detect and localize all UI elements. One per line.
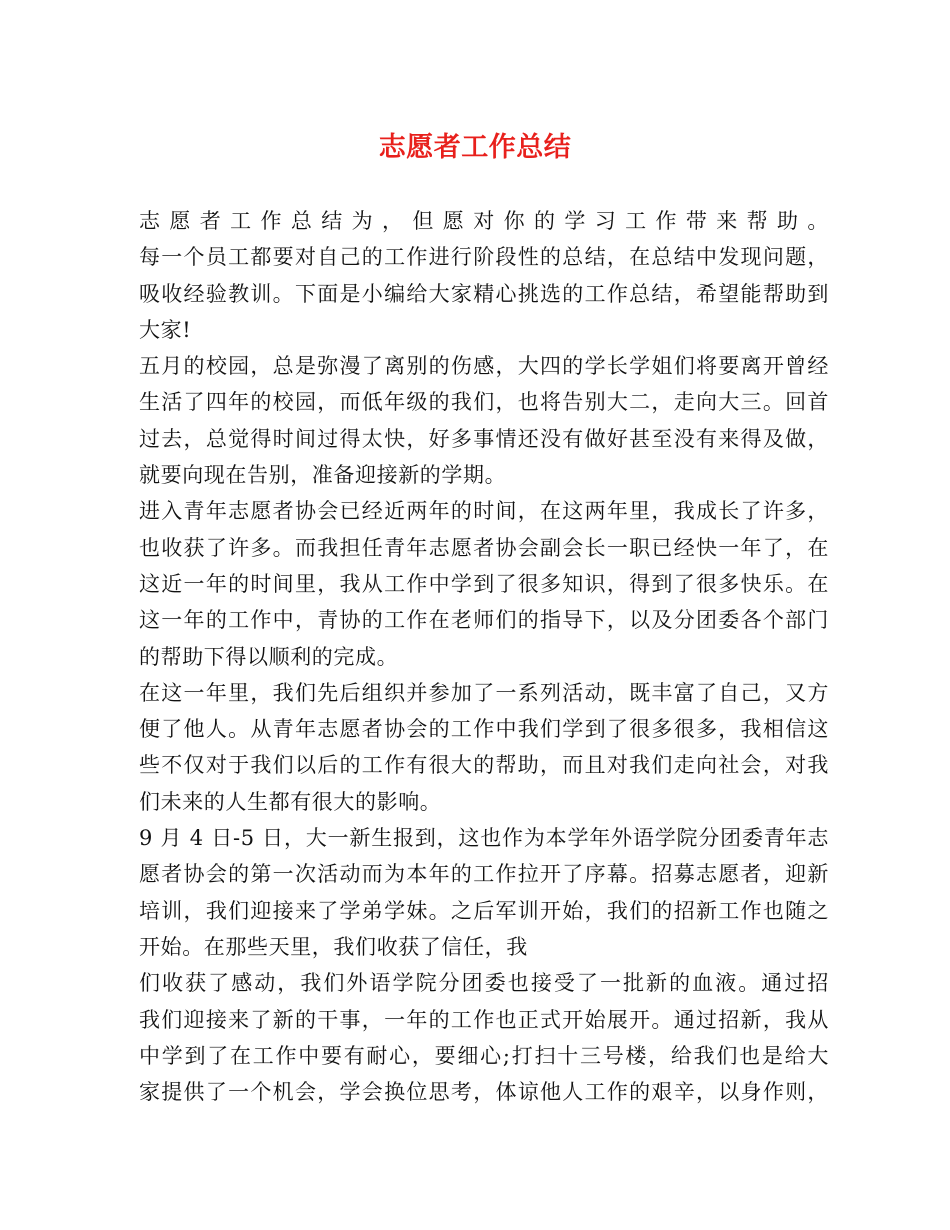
text-line: 每一个员工都要对自己的工作进行阶段性的总结，在总结中发现问题， [139,245,829,270]
text-line: 培训，我们迎接来了学弟学妹。之后军训开始，我们的招新工作也随之 [139,898,829,923]
text-line: 吸收经验教训。下面是小编给大家精心挑选的工作总结，希望能帮助到 [139,281,829,306]
text-line: 我们迎接来了新的干事，一年的工作也正式开始展开。通过招新，我从 [139,1007,829,1032]
text-line: 生活了四年的校园，而低年级的我们，也将告别大二，走向大三。回首 [139,390,829,415]
document-title: 志愿者工作总结 [378,132,572,163]
text-line: 在这一年里，我们先后组织并参加了一系列活动，既丰富了自己，又方 [139,680,829,705]
text-line: 家提供了一个机会，学会换位思考，体谅他人工作的艰辛，以身作则， [139,1080,829,1105]
text-line: 愿者协会的第一次活动而为本年的工作拉开了序幕。招募志愿者，迎新 [139,862,829,887]
text-line: 五月的校园，总是弥漫了离别的伤感，大四的学长学姐们将要离开曾经 [139,354,829,379]
text-line: 们未来的人生都有很大的影响。 [139,789,442,814]
text-line: 这近一年的时间里，我从工作中学到了很多知识，得到了很多快乐。在 [139,571,829,596]
text-line: 进入青年志愿者协会已经近两年的时间，在这两年里，我成长了许多， [139,499,829,524]
text-line: 的帮助下得以顺利的完成。 [139,644,399,669]
text-line: 些不仅对于我们以后的工作有很大的帮助，而且对我们走向社会，对我 [139,753,829,778]
text-line: 9 月 4 日-5 日，大一新生报到，这也作为本学年外语学院分团委青年志 [139,826,829,851]
text-line: 过去，总觉得时间过得太快，好多事情还没有做好甚至没有来得及做， [139,426,829,451]
text-line: 志愿者工作总结为，但愿对你的学习工作带来帮助。 [139,209,829,233]
document-body [139,203,829,1110]
text-line: 便了他人。从青年志愿者协会的工作中我们学到了很多很多，我相信这 [139,717,829,742]
text-line: 们收获了感动，我们外语学院分团委也接受了一批新的血液。通过招 [139,971,829,996]
text-line: 开始。在那些天里，我们收获了信任，我 [139,934,528,959]
text-line: 也收获了许多。而我担任青年志愿者协会副会长一职已经快一年了，在 [139,535,829,560]
text-line: 这一年的工作中，青协的工作在老师们的指导下，以及分团委各个部门 [139,608,829,633]
text-line: 大家! [139,317,192,342]
text-line: 中学到了在工作中要有耐心，要细心;打扫十三号楼，给我们也是给大 [139,1043,829,1068]
text-line: 就要向现在告别，准备迎接新的学期。 [139,463,507,488]
